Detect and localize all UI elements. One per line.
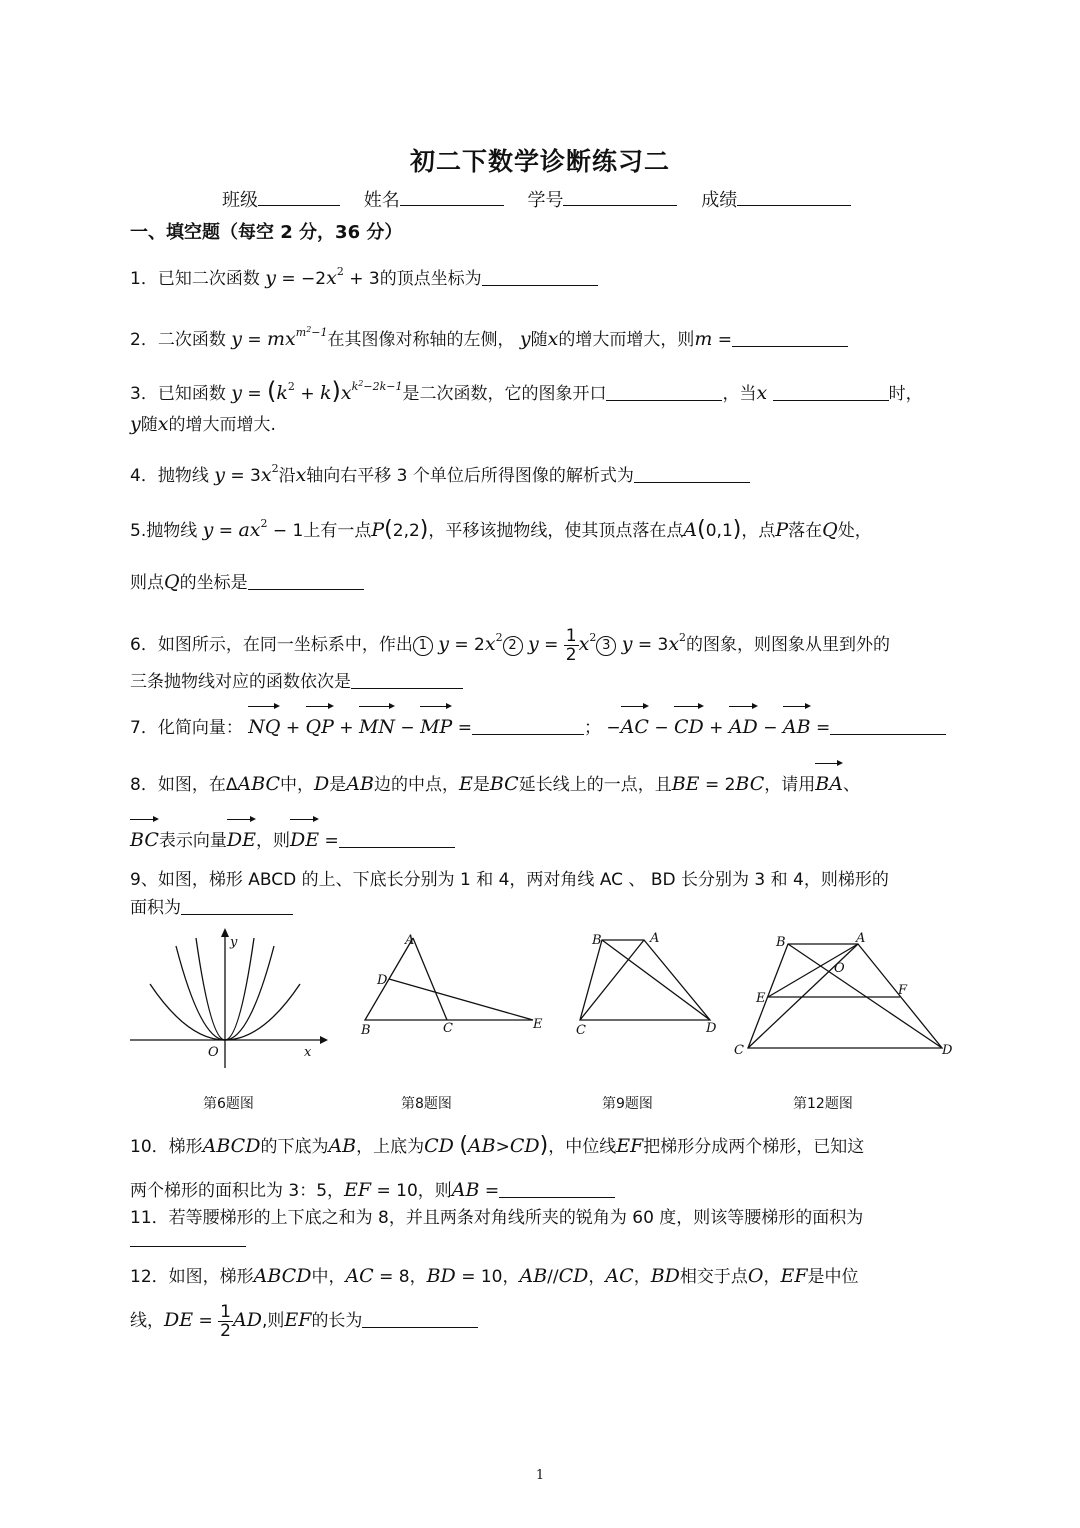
figure-q6 (128, 928, 328, 1068)
question-4: 4．抛物线 $y = 3x^2$沿x轴向右平移 3 个单位后所得图像的解析式为 (130, 449, 960, 496)
fig9-label-b: B (592, 933, 602, 948)
caption-fig8: 第8题图 (401, 1096, 452, 1112)
student-id-label: 学号 (527, 190, 564, 211)
answer-blank[interactable] (351, 668, 463, 689)
page-number: 1 (535, 1468, 545, 1483)
question-9-line-2: 面积为 (130, 888, 960, 928)
answer-blank[interactable] (830, 714, 946, 735)
answer-blank[interactable] (606, 380, 722, 401)
class-blank[interactable] (258, 187, 340, 206)
answer-blank[interactable] (472, 714, 584, 735)
question-3: 3．已知函数 $y = (k^2 + k)x^{k^2-2k-1}$是二次函数，它的图象开口 ，当x 时， (130, 377, 923, 405)
score-blank[interactable] (737, 187, 851, 206)
fig6-label-o: O (208, 1045, 219, 1060)
fig8-label-d: D (377, 973, 388, 988)
question-7: 7．化简向量： NQ + QP + MN − MP = ； −AC − CD + AD − AB = (130, 707, 960, 748)
section-heading: 一、填空题（每空 2 分，36 分） (130, 222, 403, 243)
caption-fig9: 第9题图 (602, 1096, 653, 1112)
question-5: 5.抛物线 $y = ax^2 - 1$上有一点P(2,2)，平移该抛物线，使其顶点落在点A(0,1)，点P落在Q处， (130, 517, 872, 542)
page-title: 初二下数学诊断练习二 (409, 147, 670, 176)
question-1: 1．已知二次函数 $y = -2x^2 + 3$的顶点坐标为 (130, 252, 960, 299)
answer-blank[interactable] (732, 326, 848, 347)
fig8-label-e: E (533, 1017, 543, 1032)
answer-blank[interactable] (482, 265, 598, 286)
question-6: 6．如图所示，在同一坐标系中，作出 1 $y = 2x^22$ y = $\frac{1}{2}$ $x^23$ $y = 3x^2$的图象，则图象从里到外的 (130, 625, 891, 665)
answer-blank[interactable] (773, 380, 889, 401)
question-12-line-2: 线，DE = $\frac{1}{2}$ AD,则EF的长为 (130, 1300, 960, 1341)
question-10-line-2: 两个梯形的面积比为 3：5，EF = 10，则AB = (130, 1170, 960, 1211)
fig12-label-o: O (834, 961, 845, 976)
figure-q8 (355, 928, 550, 1038)
fig9-label-d: D (706, 1021, 717, 1036)
answer-blank[interactable] (130, 1226, 246, 1247)
question-6-line-2: 三条抛物线对应的函数依次是 (130, 662, 960, 702)
question-11: 11．若等腰梯形的上下底之和为 8，并且两条对角线所夹的锐角为 60 度，则该等腰梯形的面积为 (130, 1208, 864, 1228)
fig12-label-f: F (898, 983, 908, 998)
question-9: 9、如图，梯形 ABCD 的上、下底长分别为 1 和 4，两对角线 AC 、 BD 长分别为 3 和 4，则梯形的 (130, 870, 889, 890)
fig12-label-e: E (756, 991, 766, 1006)
answer-blank[interactable] (181, 894, 293, 915)
question-12: 12．如图，梯形ABCD中，AC = 8，BD = 10，AB//CD，AC，BD相交于点O，EF是中位 (130, 1265, 859, 1287)
question-2: 2．二次函数 $y = mx^{m^2-1}$在其图像对称轴的左侧， y随x的增大而增大，则m = (130, 310, 960, 360)
fig8-label-b: B (361, 1023, 371, 1038)
question-10: 10．梯形ABCD的下底为AB，上底为CD (AB>CD)，中位线EF把梯形分成两个梯形，已知这 (130, 1133, 865, 1158)
caption-fig12: 第12题图 (793, 1096, 853, 1112)
fig12-label-a: A (856, 931, 866, 946)
fig6-label-y: y (230, 935, 238, 950)
question-8-line-2: BC表示向量DE，则DE = (130, 820, 960, 861)
fig8-label-a: A (405, 933, 415, 948)
answer-blank[interactable] (248, 569, 364, 590)
question-8: 8．如图，在ΔABC中，D是AB边的中点，E是BC延长线上的一点，且BE = 2BC，请用BA、 (130, 764, 960, 805)
answer-blank[interactable] (634, 462, 750, 483)
name-blank[interactable] (400, 187, 504, 206)
fig12-label-c: C (734, 1043, 744, 1058)
fig12-label-d: D (942, 1043, 953, 1058)
fig9-label-c: C (576, 1023, 586, 1038)
question-3-line-2: y随x的增大而增大. (130, 413, 276, 435)
name-label: 姓名 (363, 190, 400, 211)
fig12-label-b: B (776, 935, 786, 950)
fig6-label-x: x (304, 1045, 312, 1060)
student-id-blank[interactable] (563, 187, 677, 206)
fig8-label-c: C (443, 1021, 453, 1036)
answer-blank[interactable] (499, 1177, 615, 1198)
answer-blank[interactable] (339, 827, 455, 848)
answer-blank[interactable] (362, 1307, 478, 1328)
figure-q9 (570, 928, 730, 1040)
question-5-line-2: 则点Q的坐标是 (130, 562, 960, 603)
question-11-line-2 (130, 1220, 960, 1260)
figure-q12 (730, 928, 960, 1064)
caption-fig6: 第6题图 (203, 1096, 254, 1112)
student-info-row (222, 186, 851, 212)
score-label: 成绩 (701, 190, 738, 211)
class-label: 班级 (222, 190, 258, 211)
fig9-label-a: A (650, 931, 660, 946)
